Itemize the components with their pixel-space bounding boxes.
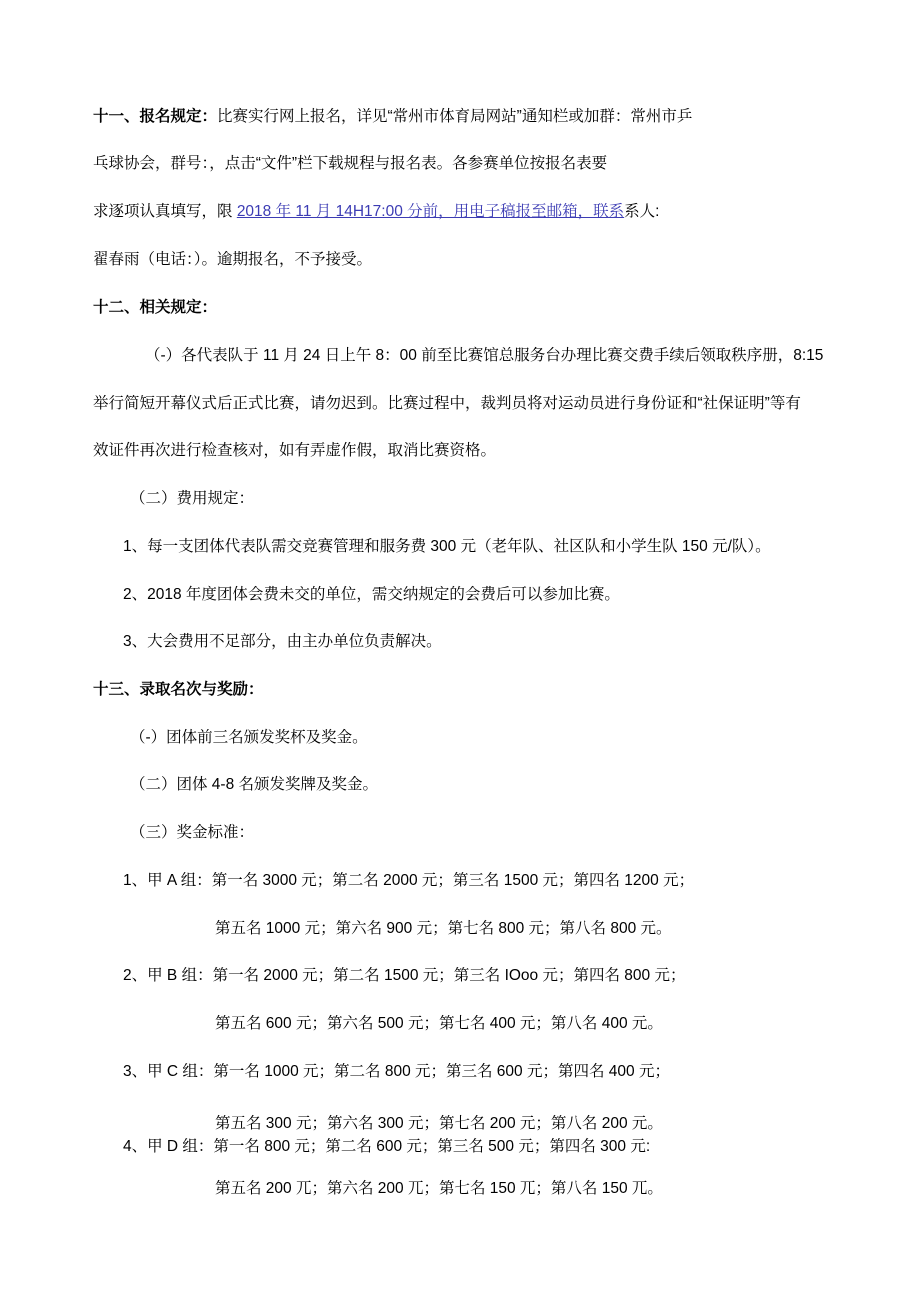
award-item-3: （三）奖金标准：: [130, 824, 255, 841]
award-item-2: （二）团体 4-8 名颁发奖牌及奖金。: [130, 776, 379, 793]
award-item-1: （-）团体前三名颁发奖杯及奖金。: [130, 729, 368, 746]
prize-group-a-line-1: 1、甲 A 组：第一名 3000 元；第二名 2000 元；第三名 1500 元；第四名 1200 元；: [123, 872, 695, 889]
regulations-item1-line-1: （-）各代表队于 11 月 24 日上午 8：00 前至比赛馆总服务台办理比赛交费手续后领取秩序册，8:15: [145, 347, 824, 364]
registration-line-3-suffix: 系人:: [624, 203, 660, 220]
prize-group-b-line-2: 第五名 600 元；第六名 500 元；第七名 400 元；第八名 400 元。: [215, 1015, 663, 1032]
prize-group-a-line-2: 第五名 1000 元；第六名 900 元；第七名 800 元；第八名 800 元。: [215, 920, 672, 937]
fee-item-1: 1、每一支团体代表队需交竞赛管理和服务费 300 元（老年队、社区队和小学生队 150 元/队）。: [123, 538, 771, 555]
regulations-item1-line-2: 举行简短开幕仪式后正式比赛，请勿迟到。比赛过程中，裁判员将对运动员进行身份证和“社保证明”等有: [93, 395, 801, 412]
regulations-heading: 十二、相关规定：: [93, 299, 218, 316]
regulations-item1-line-3: 效证件再次进行检查核对，如有弄虚作假，取消比赛资格。: [93, 442, 497, 459]
fee-item-2: 2、2018 年度团体会费未交的单位，需交纳规定的会费后可以参加比赛。: [123, 586, 620, 603]
registration-line-1: [93, 107, 692, 127]
registration-line-1-text: 比赛实行网上报名，详见“常州市体育局网站”通知栏或加群：常州市乒: [217, 108, 693, 125]
prize-group-d-line-2: 第五名 200 兀；第六名 200 兀；第七名 150 兀；第八名 150 兀。: [215, 1180, 663, 1197]
prize-group-b-line-1: 2、甲 B 组：第一名 2000 元；第二名 1500 元；第三名 IOoo 元；第四名 800 元；: [123, 967, 686, 984]
fee-item-3: 3、大会费用不足部分，由主办单位负责解决。: [123, 633, 442, 650]
registration-line-2: 乓球协会，群号：，点击“文件”栏下载规程与报名表。各参赛单位按报名表要: [93, 155, 608, 172]
deadline-email-link[interactable]: 2018 年 11 月 14H17:00 分前，用电子稿报至邮箱，联系: [236, 203, 625, 220]
registration-line-3: [93, 202, 659, 222]
awards-heading: 十三、录取名次与奖励：: [93, 681, 264, 698]
registration-line-3-prefix: 求逐项认真填写，限: [93, 203, 237, 220]
registration-line-4: 翟春雨（电话：）。逾期报名，不予接受。: [93, 251, 373, 268]
prize-group-c-line-2: 第五名 300 元；第六名 300 元；第七名 200 元；第八名 200 元。: [215, 1115, 663, 1132]
prize-group-c-line-1: 3、甲 C 组：第一名 1000 元；第二名 800 元；第三名 600 元；第四名 400 元；: [123, 1063, 670, 1080]
prize-group-d-line-1: 4、甲 D 组：第一名 800 元；第二名 600 元；第三名 500 元；第四名 300 元:: [123, 1138, 651, 1155]
registration-heading: 十一、报名规定：: [93, 108, 218, 125]
fees-heading: （二）费用规定：: [130, 490, 255, 507]
